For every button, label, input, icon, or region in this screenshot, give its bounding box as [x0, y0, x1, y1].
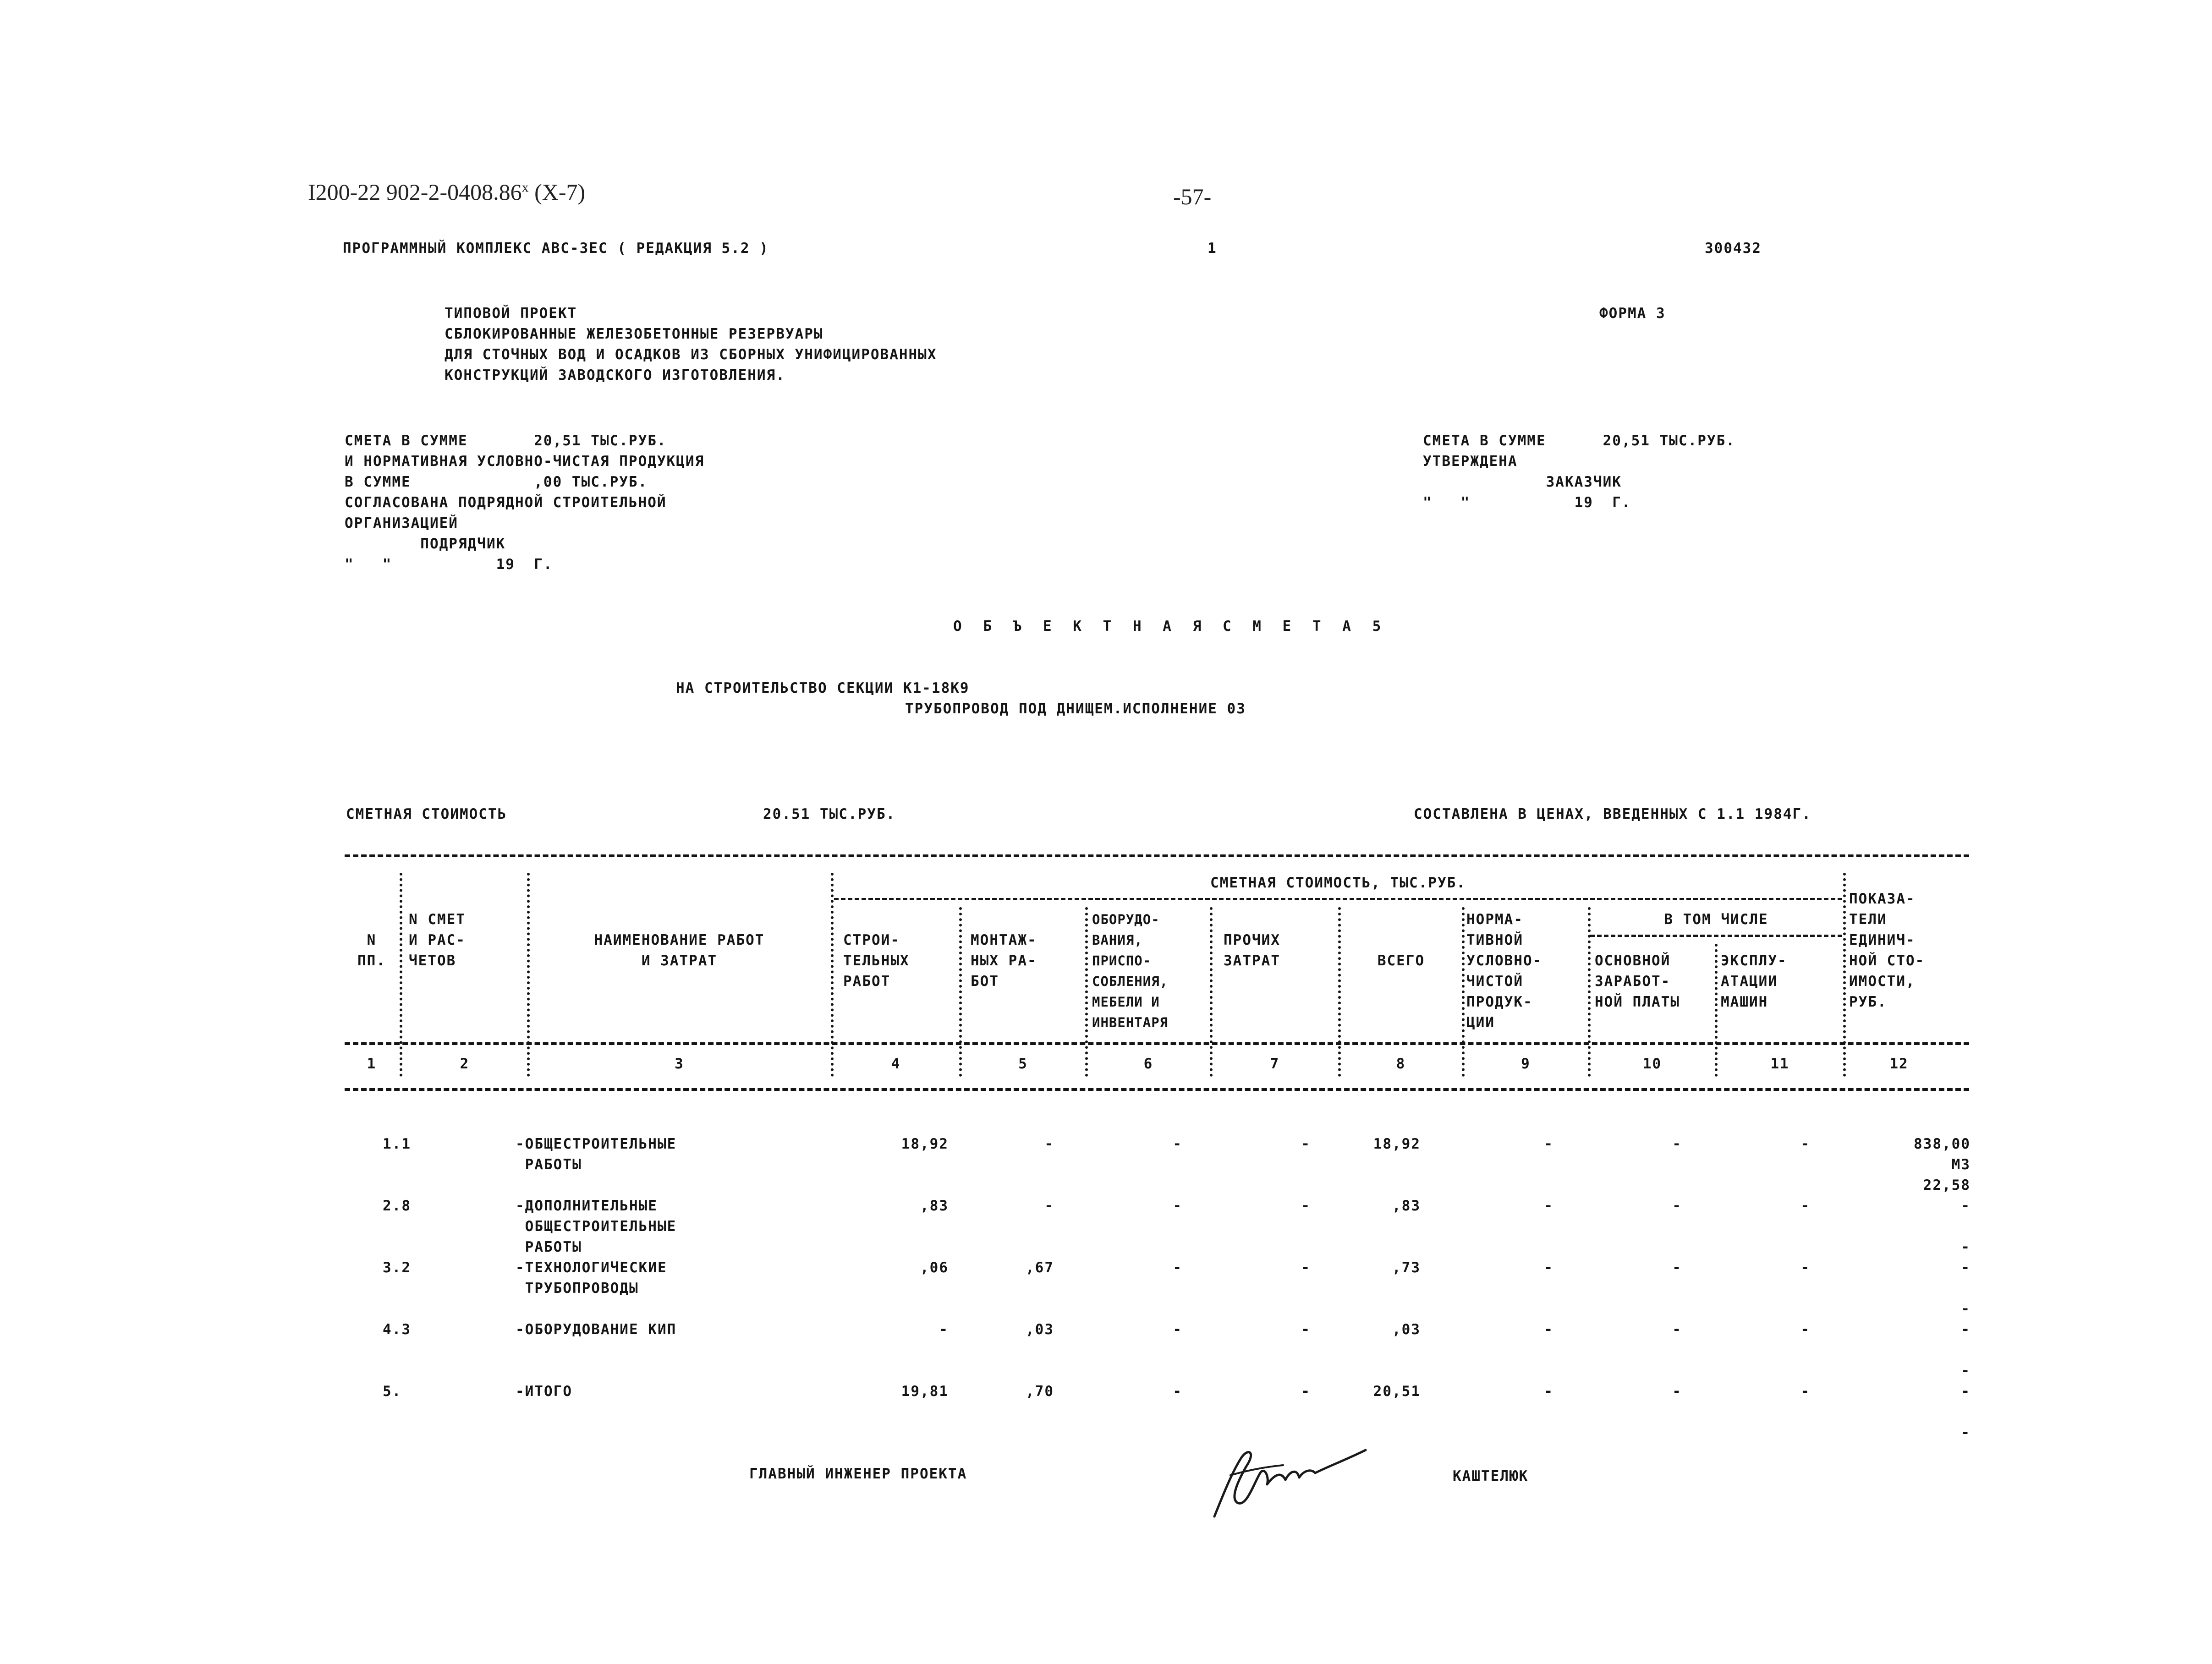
- row-4-other: -: [1301, 1321, 1311, 1338]
- subgroup-header: В ТОМ ЧИСЛЕ: [1664, 911, 1768, 928]
- row-1-other: -: [1301, 1136, 1311, 1152]
- col-number-6: 6: [1143, 1056, 1153, 1072]
- handwritten-signature: [1205, 1439, 1370, 1521]
- row-4-equipment: -: [1173, 1321, 1182, 1338]
- row-2-name: -ДОПОЛНИТЕЛЬНЫЕ ОБЩЕСТРОИТЕЛЬНЫЕ РАБОТЫ: [516, 1198, 677, 1255]
- row-5-name: -ИТОГО: [516, 1383, 572, 1400]
- subgroup-header-rule: [1590, 935, 1842, 937]
- document-title: О Б Ъ Е К Т Н А Я С М Е Т А 5: [953, 618, 1388, 635]
- col-header-installation: МОНТАЖ- НЫХ РА- БОТ: [971, 932, 1037, 990]
- program-number: 1: [1208, 240, 1217, 257]
- row-2-salary: -: [1672, 1198, 1682, 1214]
- program-code: 300432: [1705, 240, 1762, 257]
- project-line-3: ДЛЯ СТОЧНЫХ ВОД И ОСАДКОВ ИЗ СБОРНЫХ УНИФИЦИРОВАННЫХ: [445, 346, 937, 363]
- col-sep-4: [959, 907, 962, 1077]
- row-4-construction: -: [939, 1321, 949, 1338]
- row-5-machines: -: [1800, 1383, 1810, 1400]
- page-number: -57-: [1173, 184, 1212, 209]
- row-4-machines: -: [1800, 1321, 1810, 1338]
- col-number-3: 3: [675, 1056, 684, 1072]
- numbers-bottom-rule: [345, 1088, 1969, 1091]
- col-number-2: 2: [460, 1056, 470, 1072]
- col-number-7: 7: [1270, 1056, 1280, 1072]
- col-header-base-salary: ОСНОВНОЙ ЗАРАБОТ- НОЙ ПЛАТЫ: [1595, 952, 1680, 1010]
- row-4-salary: -: [1672, 1321, 1682, 1338]
- col-header-unit-indicators: ПОКАЗА- ТЕЛИ ЕДИНИЧ- НОЙ СТО- ИМОСТИ, РУБ.: [1849, 891, 1925, 1010]
- col-number-4: 4: [891, 1056, 901, 1072]
- row-4-normative: -: [1544, 1321, 1553, 1338]
- row-3-normative: -: [1544, 1259, 1553, 1276]
- row-3-ref: 3.2: [383, 1259, 411, 1276]
- col-number-11: 11: [1770, 1056, 1789, 1072]
- prices-note: СОСТАВЛЕНА В ЦЕНАХ, ВВЕДЕННЫХ С 1.1 1984Г.: [1414, 806, 1811, 822]
- project-line-1: ТИПОВОЙ ПРОЕКТ: [445, 305, 577, 322]
- row-5-equipment: -: [1173, 1383, 1182, 1400]
- col-number-8: 8: [1396, 1056, 1406, 1072]
- col-number-1: 1: [367, 1056, 377, 1072]
- row-5-installation: ,70: [1026, 1383, 1054, 1400]
- row-3-construction: ,06: [920, 1259, 949, 1276]
- row-1-construction: 18,92: [901, 1136, 949, 1152]
- row-2-machines: -: [1800, 1198, 1810, 1214]
- col-sep-5: [1085, 907, 1088, 1077]
- col-sep-2: [527, 873, 530, 1077]
- row-2-total: ,83: [1392, 1198, 1421, 1214]
- approval-block: СМЕТА В СУММЕ 20,51 ТЫС.РУБ. УТВЕРЖДЕНА ЗАКАЗЧИК " " 19 Г.: [1423, 432, 1735, 511]
- group-header-rule: [834, 898, 1842, 900]
- agreement-block: СМЕТА В СУММЕ 20,51 ТЫС.РУБ. И НОРМАТИВНАЯ УСЛОВНО-ЧИСТАЯ ПРОДУКЦИЯ В СУММЕ ,00 ТЫС.РУБ. СОГЛАСОВАНА ПОДРЯДНОЙ СТРОИТЕЛЬНОЙ ОРГАНИЗАЦИЕЙ ПОДРЯДЧИК " " 19 Г.: [345, 432, 705, 573]
- program-name: ПРОГРАММНЫЙ КОМПЛЕКС АВС-ЗЕС ( РЕДАКЦИЯ 5.2 ): [343, 240, 769, 257]
- row-1-name: -ОБЩЕСТРОИТЕЛЬНЫЕ РАБОТЫ: [516, 1136, 677, 1173]
- row-2-installation: -: [1044, 1198, 1054, 1214]
- row-4-total: ,03: [1392, 1321, 1421, 1338]
- row-3-unit-cost: - -: [1961, 1259, 1970, 1317]
- col-sep-9: [1588, 907, 1591, 1077]
- col-sep-8: [1462, 907, 1465, 1077]
- row-5-salary: -: [1672, 1383, 1682, 1400]
- row-1-ref: 1.1: [383, 1136, 411, 1152]
- row-2-construction: ,83: [920, 1198, 949, 1214]
- col-sep-1: [400, 873, 402, 1077]
- subtitle-construction: НА СТРОИТЕЛЬСТВО СЕКЦИИ К1-18К9: [676, 680, 970, 696]
- table-top-rule: [345, 854, 1969, 857]
- project-line-4: КОНСТРУКЦИЙ ЗАВОДСКОГО ИЗГОТОВЛЕНИЯ.: [445, 367, 785, 383]
- row-1-normative: -: [1544, 1136, 1553, 1152]
- row-5-ref: 5.: [383, 1383, 402, 1400]
- row-4-installation: ,03: [1026, 1321, 1054, 1338]
- col-sep-3: [831, 873, 834, 1077]
- row-1-machines: -: [1800, 1136, 1810, 1152]
- col-header-total: ВСЕГО: [1377, 952, 1425, 969]
- row-3-other: -: [1301, 1259, 1311, 1276]
- row-3-equipment: -: [1173, 1259, 1182, 1276]
- col-header-estimate-ref: N СМЕТ И РАС- ЧЕТОВ: [409, 911, 466, 969]
- col-number-10: 10: [1642, 1056, 1662, 1072]
- row-1-installation: -: [1044, 1136, 1054, 1152]
- row-2-other: -: [1301, 1198, 1311, 1214]
- row-3-machines: -: [1800, 1259, 1810, 1276]
- row-5-construction: 19,81: [901, 1383, 949, 1400]
- col-number-9: 9: [1521, 1056, 1531, 1072]
- col-header-equipment: ОБОРУДО- ВАНИЯ, ПРИСПО- СОБЛЕНИЯ, МЕБЕЛИ И ИНВЕНТАРЯ: [1092, 912, 1169, 1030]
- col-header-construction: СТРОИ- ТЕЛЬНЫХ РАБОТ: [843, 932, 910, 990]
- row-1-salary: -: [1672, 1136, 1682, 1152]
- header-bottom-rule: [345, 1042, 1969, 1045]
- col-sep-11: [1843, 873, 1846, 1077]
- row-4-ref: 4.3: [383, 1321, 411, 1338]
- project-line-2: СБЛОКИРОВАННЫЕ ЖЕЛЕЗОБЕТОННЫЕ РЕЗЕРВУАРЫ: [445, 326, 823, 342]
- row-2-unit-cost: - -: [1961, 1198, 1970, 1255]
- row-3-total: ,73: [1392, 1259, 1421, 1276]
- subtitle-pipeline: ТРУБОПРОВОД ПОД ДНИЩЕМ.ИСПОЛНЕНИЕ 03: [905, 701, 1246, 717]
- row-1-equipment: -: [1173, 1136, 1182, 1152]
- col-header-normative-product: НОРМА- ТИВНОЙ УСЛОВНО- ЧИСТОЙ ПРОДУК- ЦИИ: [1466, 911, 1542, 1031]
- col-sep-6: [1210, 907, 1213, 1077]
- row-2-normative: -: [1544, 1198, 1553, 1214]
- row-5-total: 20,51: [1373, 1383, 1421, 1400]
- row-4-name: -ОБОРУДОВАНИЕ КИП: [516, 1321, 677, 1338]
- row-2-ref: 2.8: [383, 1198, 411, 1214]
- chief-engineer-name: КАШТЕЛЮК: [1453, 1468, 1529, 1484]
- cost-value: 20.51 ТЫС.РУБ.: [763, 806, 896, 822]
- cost-label: СМЕТНАЯ СТОИМОСТЬ: [346, 806, 507, 822]
- group-header: СМЕТНАЯ СТОИМОСТЬ, ТЫС.РУБ.: [1210, 875, 1466, 891]
- col-header-other: ПРОЧИХ ЗАТРАТ: [1224, 932, 1280, 969]
- row-4-unit-cost: - -: [1961, 1321, 1970, 1379]
- col-sep-10: [1715, 944, 1718, 1077]
- row-5-normative: -: [1544, 1383, 1553, 1400]
- col-header-machine-operation: ЭКСПЛУ- АТАЦИИ МАШИН: [1721, 952, 1787, 1010]
- col-number-5: 5: [1018, 1056, 1028, 1072]
- form-number: ФОРМА 3: [1599, 305, 1666, 322]
- row-3-salary: -: [1672, 1259, 1682, 1276]
- col-header-work-name: НАИМЕНОВАНИЕ РАБОТ И ЗАТРАТ: [594, 932, 765, 969]
- chief-engineer-label: ГЛАВНЫЙ ИНЖЕНЕР ПРОЕКТА: [749, 1466, 967, 1482]
- col-number-12: 12: [1889, 1056, 1909, 1072]
- row-3-name: -ТЕХНОЛОГИЧЕСКИЕ ТРУБОПРОВОДЫ: [516, 1259, 667, 1297]
- col-sep-7: [1338, 907, 1341, 1077]
- document-code: I200-22 $902-2-0408.86^х$ (Х-7): [308, 179, 586, 205]
- row-5-other: -: [1301, 1383, 1311, 1400]
- row-5-unit-cost: - -: [1961, 1383, 1970, 1441]
- row-3-installation: ,67: [1026, 1259, 1054, 1276]
- row-2-equipment: -: [1173, 1198, 1182, 1214]
- row-1-unit-cost: 838,00 М3 22,58: [1914, 1136, 1970, 1193]
- row-1-total: 18,92: [1373, 1136, 1421, 1152]
- col-header-number: N ПП.: [357, 932, 386, 969]
